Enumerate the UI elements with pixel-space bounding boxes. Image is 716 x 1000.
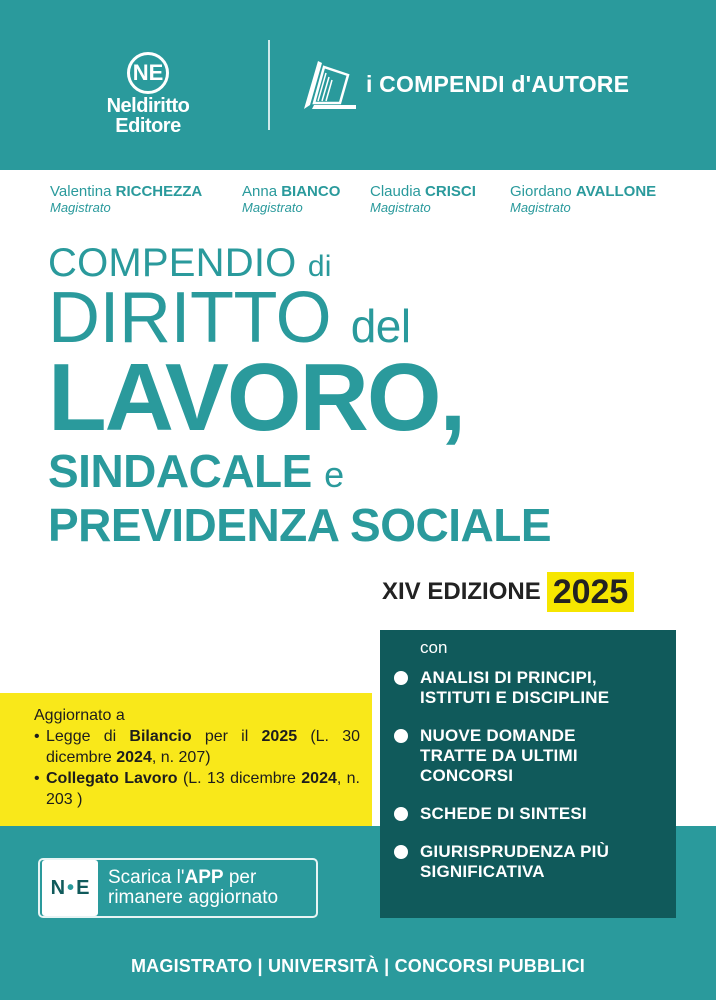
features-intro: con [420,638,448,657]
publisher-name-line1: Neldiritto [106,95,190,117]
bullet-icon [394,845,408,859]
title-diritto: DIRITTO [48,278,332,358]
title-compendio: COMPENDIO [48,241,297,285]
update-heading: Aggiornato a [34,707,125,724]
bullet-icon [394,671,408,685]
update-text: per il [191,728,262,745]
update-text-bold: Collegato Lavoro [46,770,178,787]
author-surname: BIANCO [281,183,341,200]
app-text-line1 [108,868,278,888]
app-logo-icon [42,860,98,916]
bullet-icon [394,729,408,743]
series-logo [300,55,629,113]
author-role: Magistrato [510,200,571,215]
author-3 [370,184,476,216]
app-text-part: Scarica l' [108,867,185,888]
update-item-collegato [34,768,360,810]
feature-text: NUOVE DOMANDE TRATTE DA ULTIMI CONCORSI [420,726,578,785]
feature-item [394,842,676,882]
title-e: e [324,454,344,495]
feature-item [394,668,676,708]
app-text-part: per [223,867,257,888]
update-text-bold: Bilancio [129,728,192,745]
app-text-bold: APP [184,867,224,888]
author-first-name: Valentina [50,183,112,200]
update-text: (L. 30 dicembre [46,728,361,766]
download-app-button[interactable] [38,858,318,918]
author-4 [510,184,656,216]
bullet-icon [394,807,408,821]
publisher-name-line2: Editore [115,115,181,137]
feature-text: SCHEDE DI SINTESI [420,804,587,823]
author-surname: RICCHEZZA [115,183,203,200]
title-sindacale: SINDACALE [48,445,312,497]
author-2 [242,184,340,216]
edition-badge [382,572,634,612]
author-role: Magistrato [370,200,431,215]
feature-item [394,726,676,786]
author-first-name: Anna [242,183,278,200]
edition-year: 2025 [547,572,635,612]
publisher-name [88,96,208,136]
feature-item [394,804,676,824]
app-text [108,868,278,908]
author-role: Magistrato [242,200,303,215]
header-divider [268,40,270,130]
update-list [34,726,360,810]
author-1 [50,184,202,216]
update-text-bold: 2024 [301,770,337,787]
features-box [380,630,676,918]
update-text: , n. 207) [151,749,211,766]
update-text: Legge di [46,728,130,745]
publisher-logo [88,52,208,136]
audience-footer: MAGISTRATO | UNIVERSITÀ | CONCORSI PUBBLICI [130,956,586,976]
update-notice [0,693,372,826]
update-text-bold: 2024 [116,749,152,766]
app-text-line2: rimanere aggiornato [108,887,279,908]
publisher-mark-icon: NE [127,52,169,94]
app-logo-n: N [50,876,66,899]
author-surname: CRISCI [425,183,476,200]
author-role: Magistrato [50,200,111,215]
title-di: di [307,250,332,283]
title-line-4 [48,445,344,497]
book-icon [300,55,360,113]
title-del: del [350,300,411,352]
feature-text: GIURISPRUDENZA PIÙ SIGNIFICATIVA [420,842,610,881]
edition-label: XIV EDIZIONE [382,578,541,605]
app-logo-dot: • [67,876,75,899]
series-label: i COMPENDI d'AUTORE [366,70,630,97]
update-text: , n. 203 ) [46,770,360,808]
title-line-3: LAVORO, [48,344,465,451]
cover-header [0,0,716,170]
title-line-5: PREVIDENZA SOCIALE [48,499,552,551]
author-first-name: Giordano [510,183,572,200]
update-text-bold: 2025 [261,728,298,745]
author-first-name: Claudia [370,183,421,200]
title-line-1 [48,243,332,283]
update-item-bilancio [34,726,360,768]
app-logo-e: E [76,876,90,899]
author-surname: AVALLONE [575,183,657,200]
feature-text: ANALISI DI PRINCIPI, ISTITUTI E DISCIPLINE [420,668,610,707]
update-text: (L. 13 dicembre [177,770,302,787]
